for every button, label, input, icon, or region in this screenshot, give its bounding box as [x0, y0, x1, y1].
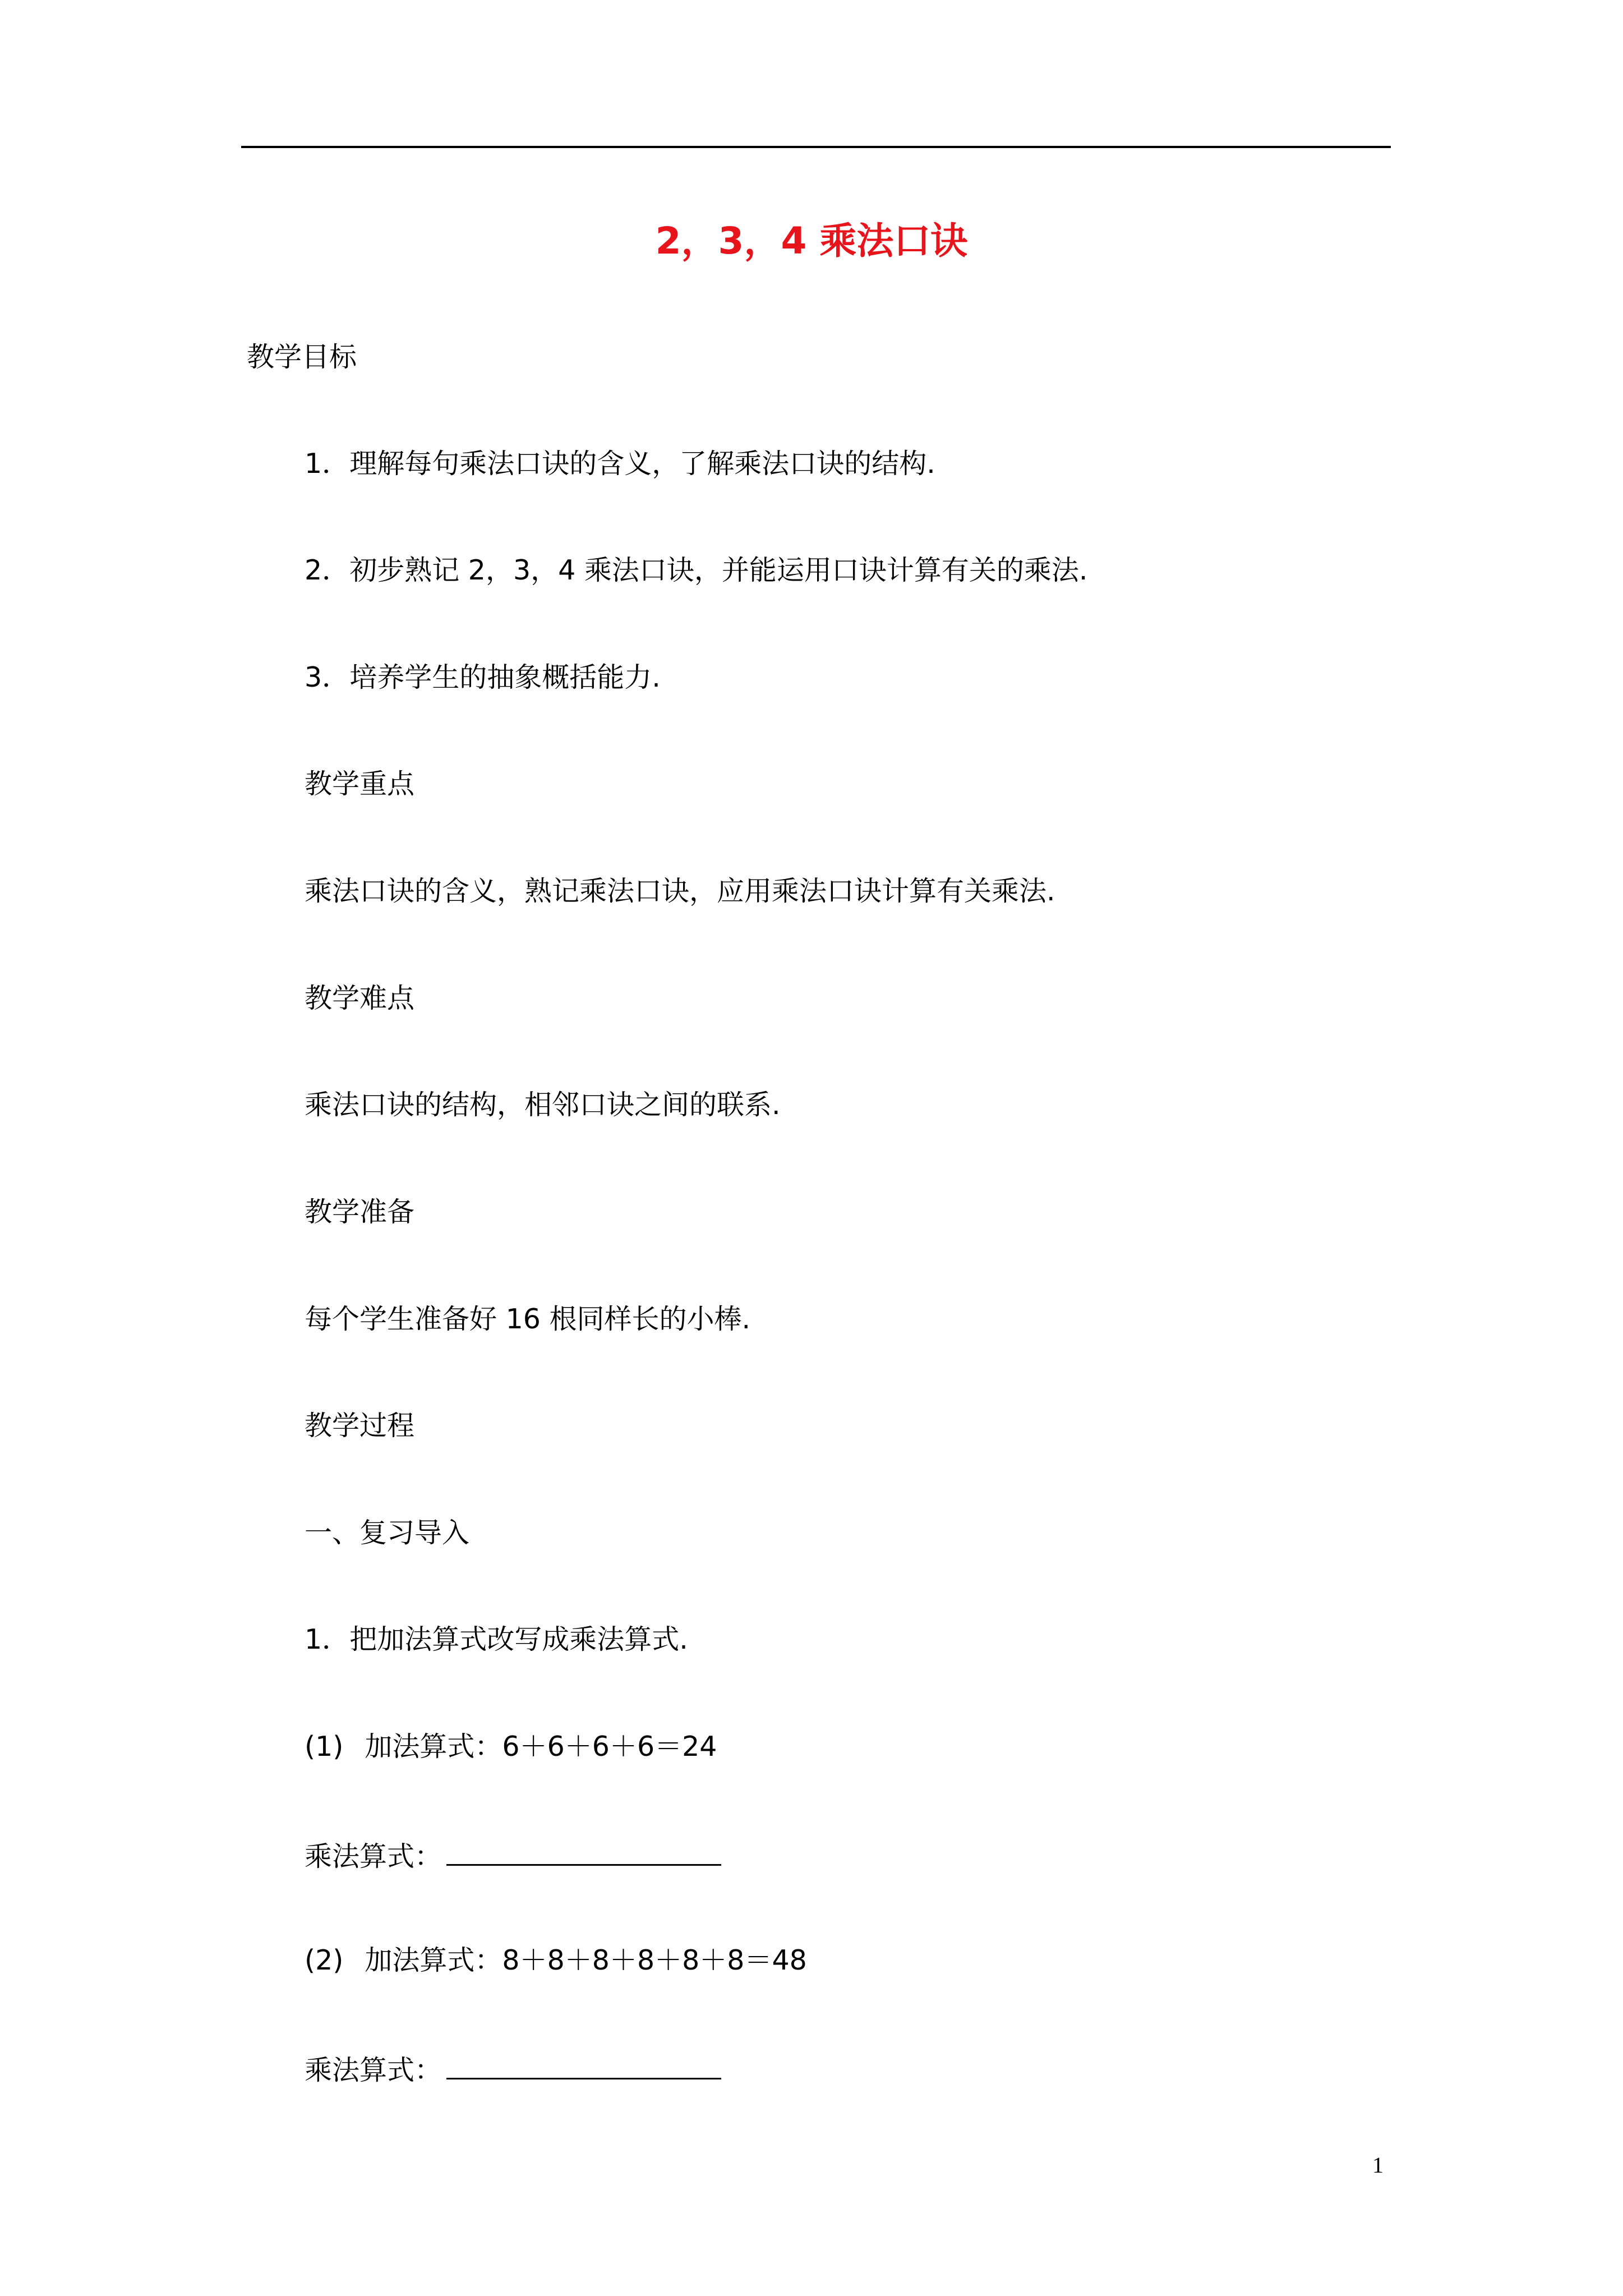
page-number: 1	[1372, 2152, 1384, 2178]
multiplication-label: 乘法算式：	[305, 2054, 442, 2086]
goal-number: 3．	[305, 661, 350, 693]
goal-number: 1．	[305, 448, 350, 480]
section-heading-process: 教学过程	[305, 1410, 415, 1442]
problem-1-multiplication	[305, 1836, 721, 1875]
answer-blank-2[interactable]	[446, 2050, 721, 2079]
goal-text: 初步熟记 2，3，4 乘法口诀，并能运用口诀计算有关的乘法.	[349, 554, 1088, 586]
goal-item-1	[305, 446, 935, 482]
section-heading-key: 教学重点	[305, 768, 415, 800]
goal-text: 培养学生的抽象概括能力.	[349, 661, 661, 693]
section-heading-prep: 教学准备	[305, 1196, 415, 1228]
document-title	[0, 213, 1623, 269]
problem-1-addition	[305, 1729, 717, 1765]
problem-2-multiplication	[305, 2050, 721, 2088]
goal-item-3	[305, 660, 661, 696]
answer-blank-1[interactable]	[446, 1836, 721, 1866]
section-heading-goals: 教学目标	[247, 341, 357, 373]
addition-equation: 加法算式：6＋6＋6＋6＝24	[365, 1731, 717, 1763]
problem-label: (2)	[305, 1944, 344, 1976]
difficulty-text: 乘法口诀的结构，相邻口诀之间的联系.	[305, 1089, 781, 1121]
multiplication-label: 乘法算式：	[305, 1841, 442, 1872]
goal-text: 理解每句乘法口诀的含义，了解乘法口诀的结构.	[349, 448, 935, 480]
document-title-text: 2，3，4 乘法口诀	[655, 219, 968, 263]
goal-item-2	[305, 553, 1087, 588]
key-points-text: 乘法口诀的含义，熟记乘法口诀，应用乘法口诀计算有关乘法.	[305, 875, 1055, 907]
prep-text: 每个学生准备好 16 根同样长的小棒.	[305, 1303, 751, 1335]
goal-number: 2．	[305, 554, 350, 586]
part1-heading: 一、复习导入	[305, 1517, 470, 1549]
problem-label: (1)	[305, 1731, 344, 1763]
exercise-1	[305, 1622, 688, 1658]
exercise-number: 1．	[305, 1623, 350, 1655]
addition-equation: 加法算式：8＋8＋8＋8＋8＋8＝48	[365, 1944, 807, 1976]
header-rule	[241, 146, 1391, 148]
problem-2-addition	[305, 1943, 807, 1978]
section-heading-difficulty: 教学难点	[305, 982, 415, 1014]
exercise-text: 把加法算式改写成乘法算式.	[349, 1623, 688, 1655]
